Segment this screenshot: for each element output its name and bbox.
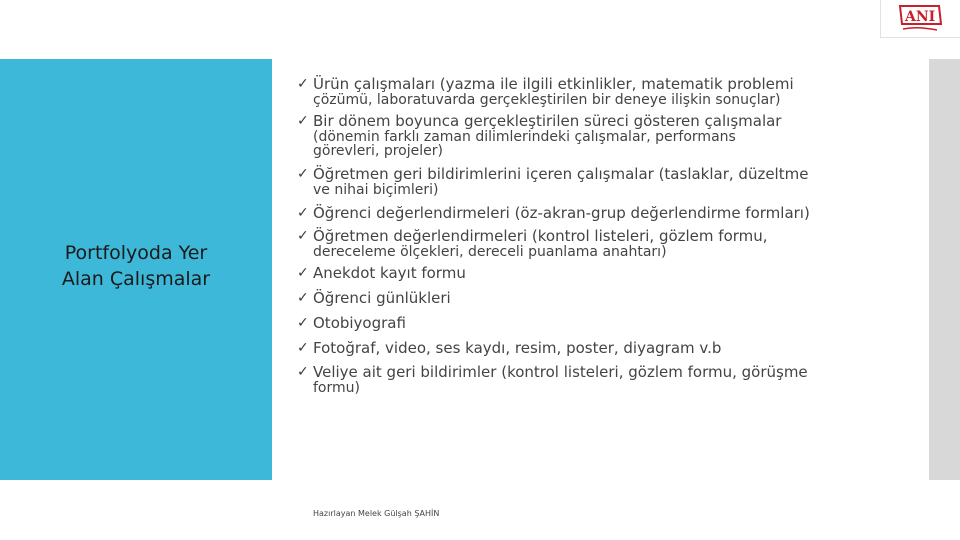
checkmark-icon: ✓ — [297, 290, 309, 306]
checkmark-icon: ✓ — [297, 113, 309, 129]
ani-logo-icon — [897, 2, 945, 36]
bullet-text-continuation: çözümü, laboratuvarda gerçekleştirilen bir deneye ilişkin sonuçlar) — [313, 92, 781, 108]
bullet-text: Ürün çalışmaları (yazma ile ilgili etkinlikler, matematik problemi — [313, 75, 794, 93]
bullet-text: Fotoğraf, video, ses kaydı, resim, poster, diyagram v.b — [313, 339, 722, 357]
bullet-item — [297, 205, 907, 222]
bullet-text-continuation: ve nihai biçimleri) — [313, 182, 439, 198]
bullet-text-continuation: (dönemin farklı zaman dilimlerindeki çalışmalar, performans — [313, 129, 736, 145]
checkmark-icon: ✓ — [297, 340, 309, 356]
bullet-item — [297, 113, 907, 158]
bullet-text: Otobiyografi — [313, 314, 406, 332]
bullet-text-continuation: dereceleme ölçekleri, dereceli puanlama anahtarı) — [313, 244, 667, 260]
bullet-text: Öğretmen değerlendirmeleri (kontrol listeleri, gözlem formu, — [313, 227, 768, 245]
slide-title-line1: Portfolyoda Yer — [64, 242, 208, 264]
right-accent-bar — [929, 59, 960, 480]
slide-title-line2: Alan Çalışmalar — [61, 268, 211, 290]
bullet-item — [297, 364, 907, 395]
checkmark-icon: ✓ — [297, 265, 309, 281]
bullet-text: Öğrenci günlükleri — [313, 289, 451, 307]
footer-author: Hazırlayan Melek Gülşah ŞAHİN — [313, 509, 440, 518]
checkmark-icon: ✓ — [297, 228, 309, 244]
bullet-item — [297, 76, 907, 107]
bullet-text-continuation: görevleri, projeler) — [313, 143, 443, 159]
checkmark-icon: ✓ — [297, 76, 309, 92]
bullet-text: Anekdot kayıt formu — [313, 264, 466, 282]
checkmark-icon: ✓ — [297, 364, 309, 380]
bullet-list — [297, 76, 907, 395]
bullet-item — [297, 290, 907, 307]
bullet-item — [297, 265, 907, 282]
bullet-item — [297, 228, 907, 259]
checkmark-icon: ✓ — [297, 315, 309, 331]
bullet-text: Bir dönem boyunca gerçekleştirilen süreci gösteren çalışmalar — [313, 112, 782, 130]
bullet-text: Veliye ait geri bildirimler (kontrol listeleri, gözlem formu, görüşme — [313, 363, 808, 381]
bullet-item — [297, 315, 907, 332]
checkmark-icon: ✓ — [297, 205, 309, 221]
bullet-text-continuation: formu) — [313, 380, 360, 396]
slide-title — [0, 240, 272, 292]
publisher-logo — [880, 0, 960, 38]
checkmark-icon: ✓ — [297, 166, 309, 182]
bullet-text: Öğretmen geri bildirimlerini içeren çalışmalar (taslaklar, düzeltme — [313, 165, 809, 183]
bullet-text: Öğrenci değerlendirmeleri (öz-akran-grup değerlendirme formları) — [313, 204, 810, 222]
bullet-item — [297, 166, 907, 197]
svg-text:ANI: ANI — [905, 9, 936, 25]
bullet-item — [297, 340, 907, 357]
